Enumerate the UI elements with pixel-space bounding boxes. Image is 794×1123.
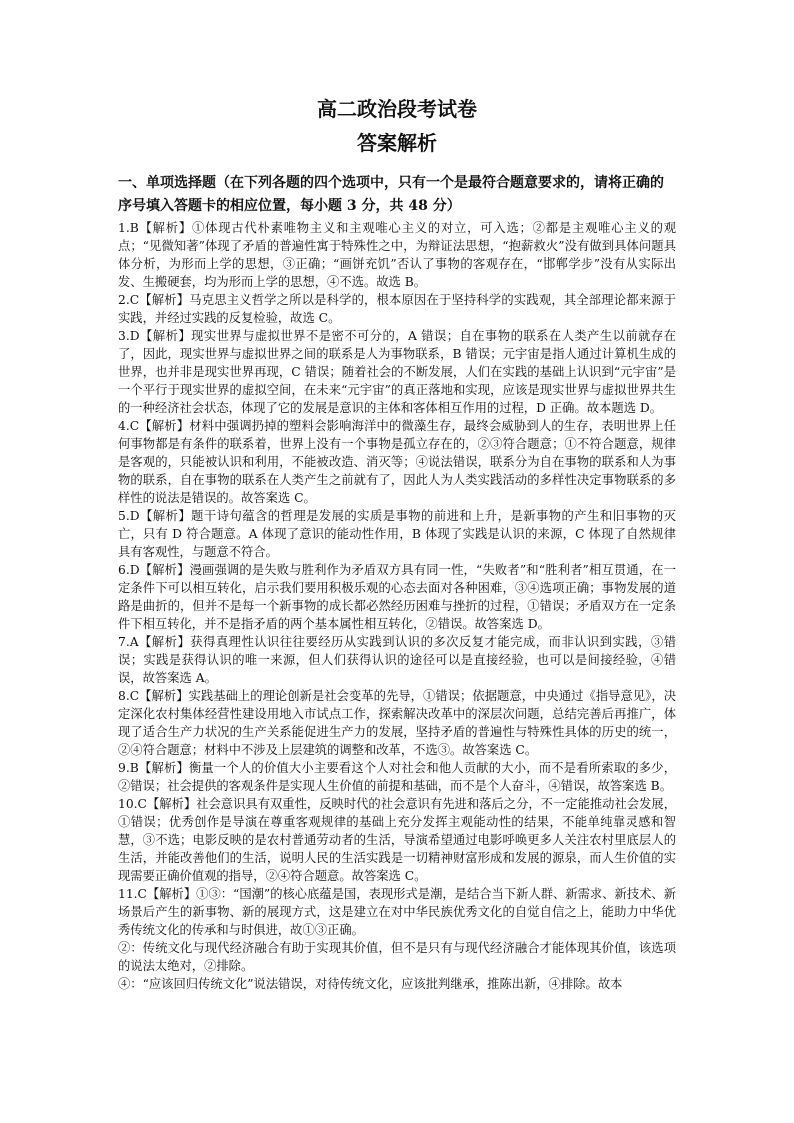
- answer-item-8: 8.C【解析】实践基础上的理论创新是社会变革的先导，①错误；依据题意，中央通过《指导意见》，决定深化农村集体经营性建设用地入市试点工作，探索解决改革中的深层次问题，总结完善后再推广，体现了适合生产力状况的生产关系能促进生产力的发展，坚持矛盾的普遍性与特殊性具体的历史的统一，②④符合题意；材料中不涉及上层建筑的调整和改革，不选③。故答案选 C。: [118, 689, 676, 757]
- answer-item-3: 3.D【解析】现实世界与虚拟世界不是密不可分的，A 错误；自在事物的联系在人类产生以前就存在了，因此，现实世界与虚拟世界之间的联系是人为事物联系，B 错误；元宇宙是指人通过计算机生成的世界，也并非是现实世界再现，C 错误；随着社会的不断发展，人们在实践的基础上认识到“元宇宙”是一个平行于现实世界的虚拟空间，在未来“元宇宙”的真正落地和实现，应该是现实世界与虚拟世界共生的一种经济社会状态，体现了它的发展是意识的主体和客体相互作用的过程，D 正确。故本题选 D。: [118, 329, 676, 415]
- page-title: 高二政治段考试卷: [317, 97, 477, 121]
- page-subtitle: 答案解析: [357, 131, 437, 155]
- answer-item-2: 2.C【解析】马克思主义哲学之所以是科学的，根本原因在于坚持科学的实践观，其全部理论都来源于实践，并经过实践的反复检验，故选 C。: [118, 293, 676, 325]
- answer-item-9: 9.B【解析】衡量一个人的价值大小主要看这个人对社会和他人贡献的大小，而不是看所索取的多少，②错误；社会提供的客观条件是实现人生价值的前提和基础，而不是个人奋斗，④错误，故答案选 B。: [118, 761, 676, 793]
- answer-item-6: 6.D【解析】漫画强调的是失败与胜利作为矛盾双方具有同一性，“失败者”和“胜利者”相互贯通，在一定条件下可以相互转化，启示我们要用积极乐观的心态去面对各种困难，③④选项正确；事物发展的道路是曲折的，但并不是每一个新事物的成长都必然经历困难与挫折的过程，①错误；矛盾双方在一定条件下相互转化，并不是指矛盾的两个基本属性相互转化，②错误。故答案选 D。: [118, 563, 676, 631]
- answer-item-1: 1.B【解析】①体现古代朴素唯物主义和主观唯心主义的对立，可入选；②都是主观唯心主义的观点；“见微知著”体现了矛盾的普遍性寓于特殊性之中，为辩证法思想，“抱薪救火”没有做到具体问题具体分析，为形而上学的思想，③正确；“画饼充饥”否认了事物的客观存在，“邯郸学步”没有从实际出发、生搬硬套，均为形而上学的思想，④不选。故选 B。: [118, 221, 676, 289]
- answer-item-11: 11.C【解析】①③：“国潮”的核心底蕴是国，表现形式是潮，是结合当下新人群、新需求、新技术、新场景后产生的新事物、新的展现方式，这是建立在对中华民族优秀文化的自觉自信之上，能助力中华优秀传统文化的传承和与时俱进，故①③正确。: [118, 887, 677, 937]
- answer-item-11-note-4: ④：“应该回归传统文化”说法错误，对待传统文化，应该批判继承，推陈出新，④排除。故本: [118, 977, 623, 991]
- answer-item-5: 5.D【解析】题干诗句蕴含的哲理是发展的实质是事物的前进和上升，是新事物的产生和旧事物的灭亡，只有 D 符合题意。A 体现了意识的能动性作用，B 体现了实践是认识的来源，C 体现了自然规律具有客观性，与题意不符合。: [118, 509, 676, 559]
- answer-item-11-note-2: ②：传统文化与现代经济融合有助于实现其价值，但不是只有与现代经济融合才能体现其价值，该选项的说法太绝对，②排除。: [118, 941, 676, 973]
- answer-item-7: 7.A【解析】获得真理性认识往往要经历从实践到认识的多次反复才能完成，而非认识到实践，③错误；实践是获得认识的唯一来源，但人们获得认识的途径可以是直接经验，也可以是间接经验，④错误，故答案选 A。: [118, 635, 676, 685]
- answer-item-4: 4.C【解析】材料中强调扔掉的塑料会影响海洋中的微藻生存，最终会威胁到人的生存，表明世界上任何事物都是有条件的联系着，世界上没有一个事物是孤立存在的，②③符合题意；①不符合题意，规律是客观的，只能被认识和利用，不能被改造、消灭等；④说法错误，联系分为自在事物的联系和人为事物的联系，自在事物的联系在人类产生之前就有了，因此人为人类实践活动的多样性决定事物联系的多样性的说法是错误的。故答案选 C。: [118, 419, 676, 505]
- section-heading: 一、单项选择题（在下列各题的四个选项中，只有一个是最符合题意要求的，请将正确的序号填入答题卡的相应位置，每小题 3 分，共 48 分）: [118, 175, 664, 214]
- answer-item-10: 10.C【解析】社会意识具有双重性，反映时代的社会意识有先进和落后之分，不一定能推动社会发展，①错误；优秀创作是导演在尊重客观规律的基础上充分发挥主观能动性的结果，不能单纯靠灵感和智慧，③不选；电影反映的是农村普通劳动者的生活，导演希望通过电影呼唤更多人关注农村里底层人的生活，并能改善他们的生活，说明人民的生活实践是一切精神财富形成和发展的源泉，而人生价值的实现需要正确价值观的指导，②④符合题意。故答案选 C。: [118, 797, 676, 883]
